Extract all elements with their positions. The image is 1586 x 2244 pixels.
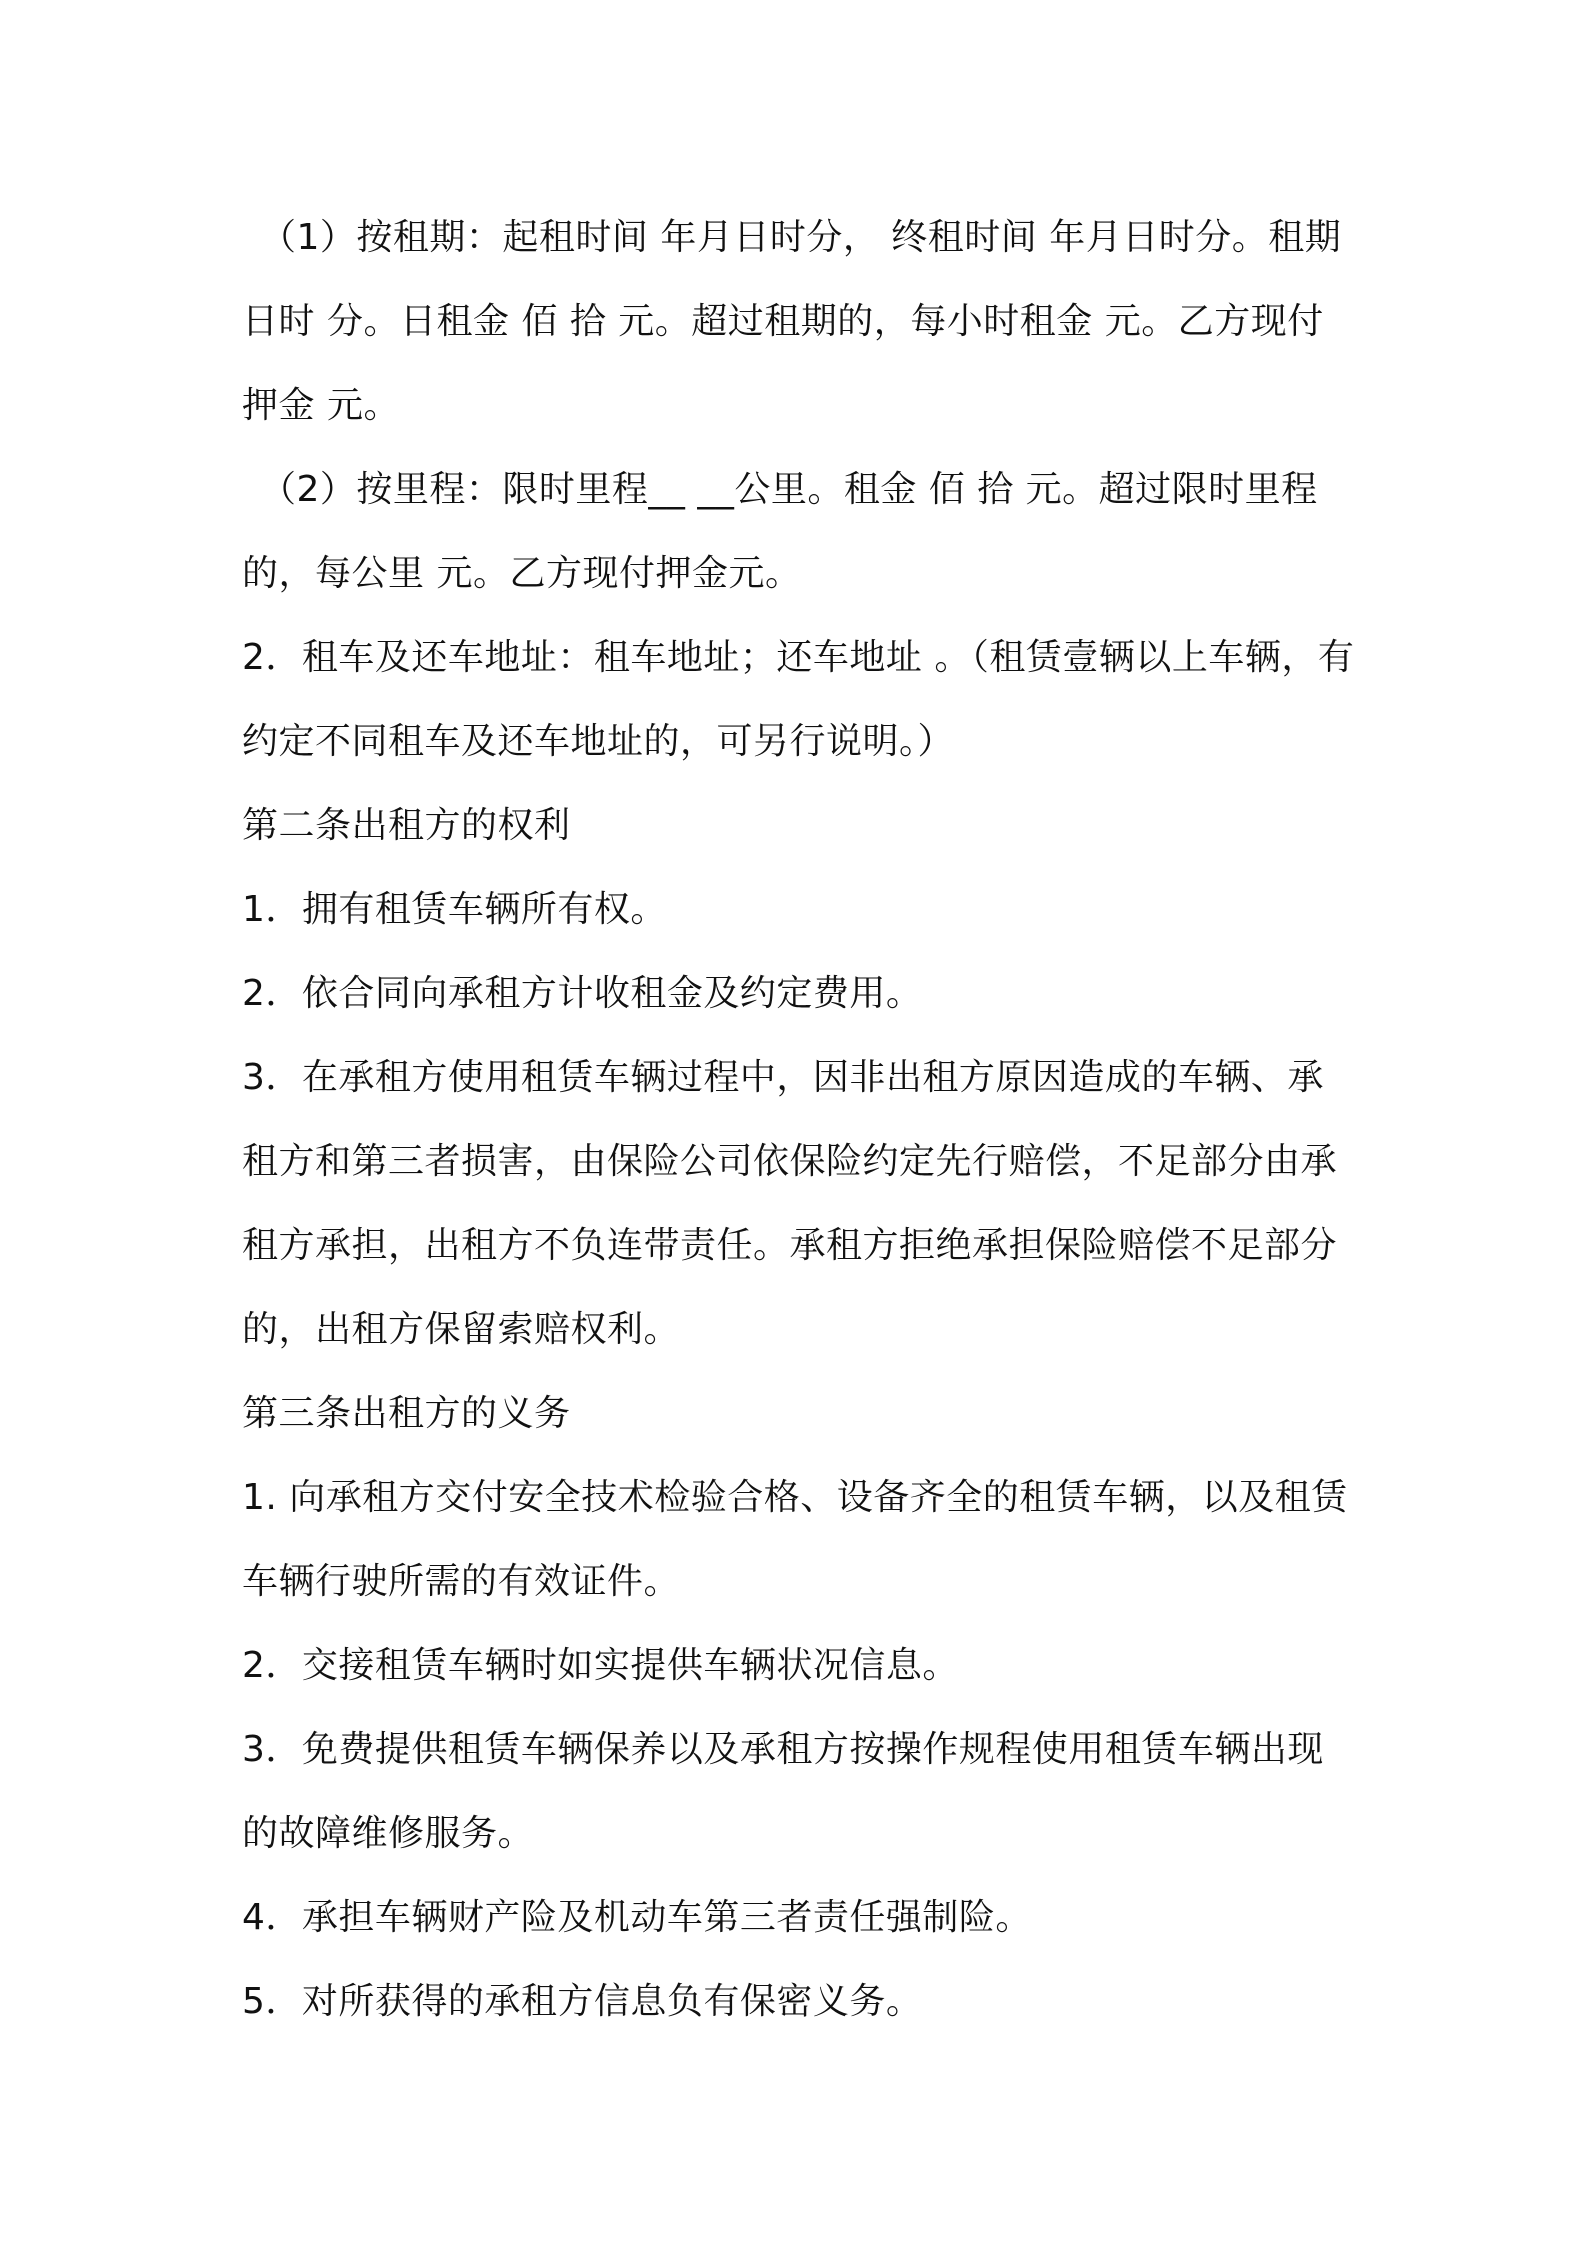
paragraph-article-3-item-3: 3．免费提供租赁车辆保养以及承租方按操作规程使用租赁车辆出现的故障维修服务。 bbox=[242, 1729, 1324, 1854]
paragraph-article-3-item-4: 4．承担车辆财产险及机动车第三者责任强制险。 bbox=[242, 1897, 1032, 1938]
paragraph-rent-by-term: （1）按租期：起租时间 年月日时分， 终租时间 年月日时分。租期日时 分。日租金 佰 拾 元。超过租期的，每小时租金 元。乙方现付押金 元。 bbox=[242, 217, 1342, 426]
heading-article-3-lessor-obligations: 第三条出租方的义务 bbox=[242, 1393, 571, 1434]
paragraph-article-3-item-5: 5．对所获得的承租方信息负有保密义务。 bbox=[242, 1981, 923, 2022]
paragraph-article-2-item-2: 2．依合同向承租方计收租金及约定费用。 bbox=[242, 973, 923, 1014]
paragraph-pickup-return-address: 2．租车及还车地址：租车地址；还车地址 。（租赁壹辆以上车辆，有约定不同租车及还车地址的，可另行说明。） bbox=[242, 637, 1355, 762]
paragraph-article-2-item-3: 3．在承租方使用租赁车辆过程中，因非出租方原因造成的车辆、承租方和第三者损害，由保险公司依保险约定先行赔偿，不足部分由承租方承担，出租方不负连带责任。承租方拒绝承担保险赔偿不足部分的，出租方保留索赔权利。 bbox=[242, 1057, 1338, 1350]
heading-article-2-lessor-rights: 第二条出租方的权利 bbox=[242, 805, 571, 846]
paragraph-rent-by-mileage: （2）按里程：限时里程__ __公里。租金 佰 拾 元。超过限时里程的，每公里 元。乙方现付押金元。 bbox=[242, 469, 1318, 594]
document-body bbox=[242, 196, 1360, 2044]
paragraph-article-3-item-1: 1. 向承租方交付安全技术检验合格、设备齐全的租赁车辆，以及租赁车辆行驶所需的有效证件。 bbox=[242, 1477, 1348, 1602]
paragraph-article-2-item-1: 1．拥有租赁车辆所有权。 bbox=[242, 889, 667, 930]
paragraph-article-3-item-2: 2．交接租赁车辆时如实提供车辆状况信息。 bbox=[242, 1645, 959, 1686]
